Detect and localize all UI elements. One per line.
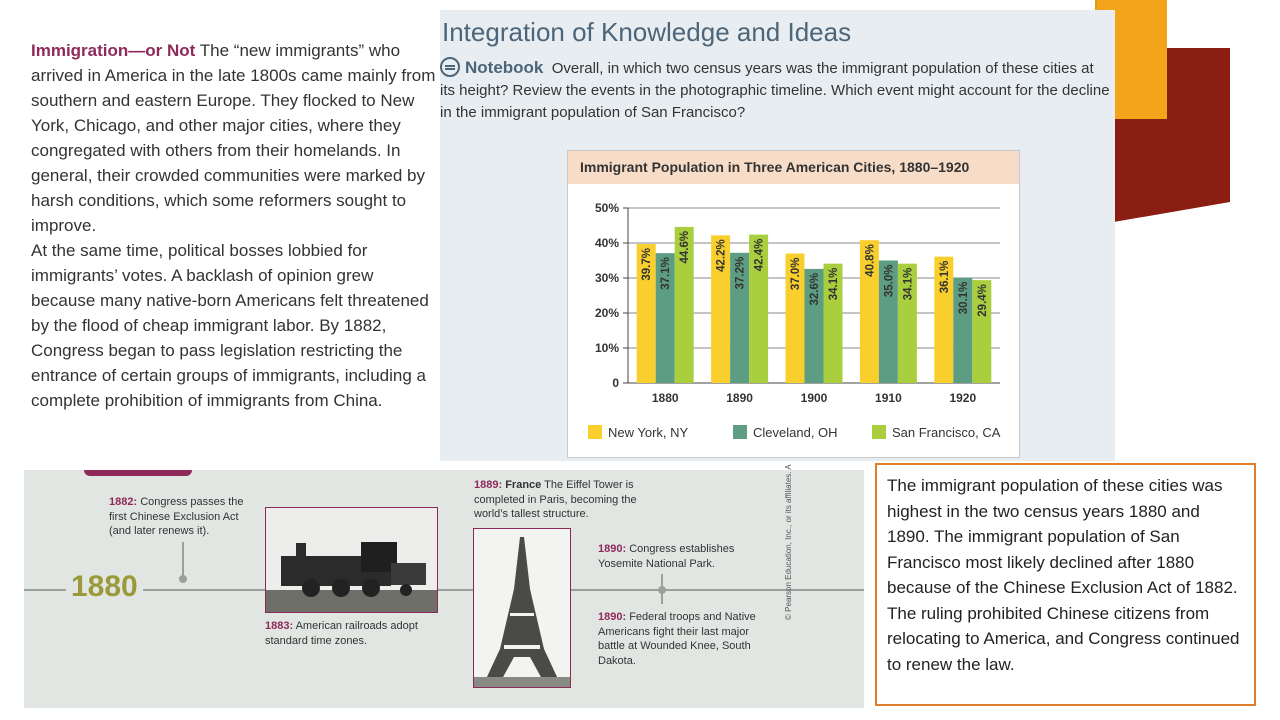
legend-swatch-san-francisco	[872, 425, 886, 439]
data-label: 36.1%	[938, 260, 951, 294]
answer-box: The immigrant population of these cities was highest in the two census years 1880 and 1890. The immigrant population of San Francisco most likely declined after 1880 because of the Chinese Exclusion Act of 1882. The ruling prohibited Chinese citizens from relocating to America, and Congress continued to renew the law.	[875, 463, 1256, 706]
data-label: 44.6%	[679, 230, 692, 264]
event-1890-marker	[658, 586, 666, 594]
timeline-axis	[24, 589, 864, 591]
event-1882	[109, 495, 259, 539]
copyright-text: © Pearson Education, Inc., or its affiliates. A	[784, 464, 793, 620]
data-label: 35.0%	[883, 264, 896, 298]
legend-swatch-new-york	[588, 425, 602, 439]
event-1883-year: 1883:	[265, 620, 294, 632]
data-label: 37.0%	[790, 257, 802, 291]
timeline-tab	[84, 470, 192, 476]
y-tick-label: 10%	[594, 341, 619, 355]
y-tick-label: 20%	[594, 306, 619, 320]
copyright-credit	[784, 464, 798, 620]
event-1890-yosemite-year: 1890:	[598, 543, 627, 555]
event-1883	[265, 619, 445, 648]
timeline-year: 1880	[66, 570, 143, 604]
data-label: 32.6%	[809, 272, 821, 306]
x-tick-label: 1910	[875, 391, 902, 405]
legend-swatch-cleveland	[733, 425, 747, 439]
y-tick-label: 0	[612, 376, 619, 390]
x-tick-label: 1900	[800, 391, 828, 405]
data-label: 37.2%	[734, 256, 747, 290]
locomotive-icon	[266, 508, 437, 612]
immigration-text	[31, 38, 441, 413]
legend-label-cleveland: Cleveland, OH	[753, 425, 838, 440]
data-label: 40.8%	[864, 244, 877, 277]
data-label: 30.1%	[957, 281, 970, 315]
y-tick-label: 30%	[594, 271, 619, 285]
eiffel-tower-photo	[473, 528, 571, 688]
y-tick-label: 50%	[594, 201, 619, 215]
notebook-text: Overall, in which two census years was the immigrant population of these cities at its height? Review the events in the photographic timeline. Which event might account for the decline in the immigrant population of San Francisco?	[440, 60, 1110, 121]
event-1889-text: The Eiffel Tower is completed in Paris, becoming the world’s tallest structure.	[474, 479, 637, 520]
section-body: The “new immigrants” who arrived in America in the late 1800s came mainly from southern and eastern Europe. They flocked to New York, Chicago, and other major cities, where they congregated with others from their homelands. In general, their crowded communities were marked by harsh conditions, which some reformers sought to improve.	[31, 41, 436, 235]
x-tick-label: 1890	[726, 391, 753, 405]
data-label: 34.1%	[828, 267, 840, 301]
y-tick-label: 40%	[594, 236, 619, 250]
event-1890-yosemite	[598, 542, 758, 571]
data-label: 37.1%	[660, 257, 673, 290]
notebook-prompt	[440, 57, 1112, 124]
chart-container	[567, 150, 1020, 458]
event-1890-yosemite-text: Congress establishes Yosemite National Park.	[598, 543, 735, 570]
section-lead: Immigration—or Not	[31, 41, 196, 60]
data-label: 29.4%	[976, 284, 989, 317]
section-body-2: At the same time, political bosses lobbied for immigrants’ votes. A backlash of opinion grew because many native-born Americans felt threatened by the flood of cheap immigrant labor. By 1882, Congress began to pass legislation restricting the entrance of certain groups of immigrants, including a complete prohibition of immigrants from China.	[31, 241, 429, 410]
locomotive-photo	[265, 507, 438, 613]
photo-timeline	[24, 464, 864, 708]
legend-item-san-francisco	[872, 425, 1000, 440]
event-1890-wounded-knee	[598, 610, 768, 668]
data-label: 42.2%	[715, 239, 728, 272]
event-1889-year: 1889:	[474, 479, 503, 491]
panel-title: Integration of Knowledge and Ideas	[442, 17, 852, 47]
data-label: 39.7%	[641, 248, 654, 281]
data-label: 34.1%	[902, 267, 915, 301]
eiffel-tower-icon	[474, 529, 570, 687]
event-1889-country: France	[505, 479, 542, 491]
chart-title: Immigrant Population in Three American Cities, 1880–1920	[580, 159, 970, 175]
x-tick-label: 1880	[651, 391, 679, 405]
legend-item-cleveland	[733, 425, 838, 440]
event-1890-wounded-knee-text: Federal troops and Native Americans fight their last major battle at Wounded Knee, South Dakota.	[598, 611, 756, 667]
legend-item-new-york	[588, 425, 688, 440]
event-1890-wounded-knee-year: 1890:	[598, 611, 627, 623]
event-1882-marker	[179, 575, 187, 583]
notebook-label: Notebook	[465, 58, 544, 77]
event-1883-text: American railroads adopt standard time zones.	[265, 620, 418, 647]
legend-label-san-francisco: San Francisco, CA	[892, 425, 1001, 440]
data-label: 42.4%	[753, 238, 766, 272]
event-1882-text: Congress passes the first Chinese Exclusion Act (and later renews it).	[109, 496, 244, 537]
event-1882-year: 1882:	[109, 496, 138, 508]
notebook-icon	[440, 57, 460, 77]
bar-chart	[568, 151, 1019, 457]
event-1889	[474, 478, 649, 522]
x-tick-label: 1920	[949, 391, 977, 405]
legend-label-new-york: New York, NY	[608, 425, 689, 440]
